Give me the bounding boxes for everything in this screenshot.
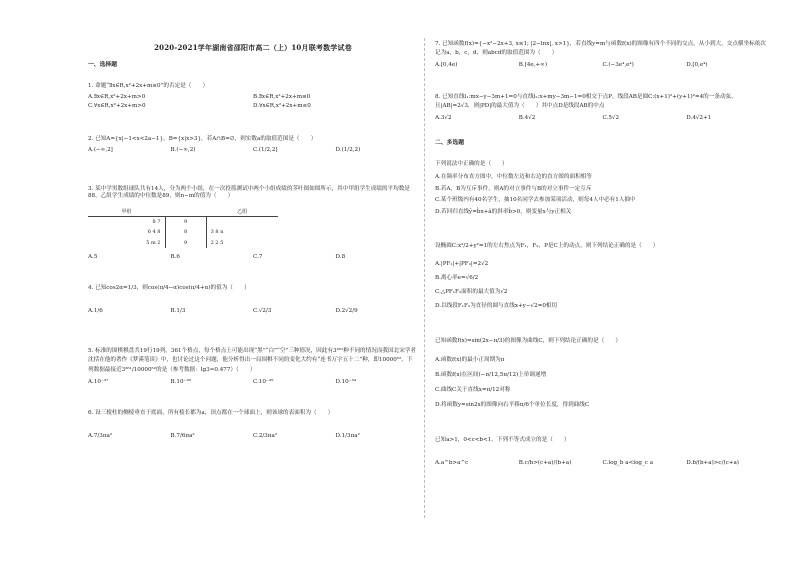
question-stem: 2. 已知A={x|−1<x<2a−1}，B={x|x>3}，若A∩B=∅，则实数a的取值范围是（ ） <box>88 135 317 142</box>
question-4 <box>88 285 418 315</box>
option-c: C.(−3e⁴,e⁴) <box>602 61 634 68</box>
left-column <box>88 40 418 444</box>
options <box>88 379 418 386</box>
options <box>435 62 770 69</box>
section-heading: 一、选择题 <box>88 61 117 68</box>
option-b: B.∃x∈R,x²+2x+m≤0 <box>253 93 311 100</box>
question-10 <box>435 243 770 314</box>
right-column <box>435 40 770 471</box>
statement: C.△PF₁F₂面积的最大值为√2 <box>435 288 508 295</box>
section-heading: 二、多选题 <box>435 139 464 146</box>
column-divider <box>424 38 425 518</box>
option-b: B.[4e,+∞) <box>518 61 547 68</box>
stem-leaf-plot <box>88 208 278 248</box>
option-d: D.8 <box>335 253 346 260</box>
option-d: D.4√2+1 <box>686 114 712 121</box>
option-b: B.1/3 <box>170 307 186 314</box>
option-a: A.(−∞,2] <box>88 146 113 153</box>
question-stem: 设椭圆C:x²/2+y²=1的左右焦点为F₁，F₂，P是C上的动点，则下列结论正确的是（ ） <box>435 242 659 249</box>
option-b: B.7/6πa² <box>170 433 195 440</box>
statement: B.函数f(x)在区间(−π/12,5π/12)上单调递增 <box>435 371 547 378</box>
question-stem: 3. 某中学男数组球队共有14人，分为两个小组，在一次投篮测试中两个小组成绩的茎叶图如图所示，其中甲组学生成绩的平均数是88，乙组学生成绩的中位数是89，则n−m的值为（ ） <box>88 185 410 199</box>
statements <box>435 172 770 219</box>
statement: A.|PF₁|+|PF₂|=2√2 <box>435 260 489 267</box>
statement: B.离心率e=√6/2 <box>435 274 479 281</box>
options <box>88 147 418 154</box>
option-d: D.10⁻³⁴ <box>335 379 357 386</box>
option-a: A.a^b>a^c <box>435 460 469 467</box>
statement: C.某个班级内有40名学生，抽10名同学去参加某项活动，则每4人中必有1人抽中 <box>435 197 636 204</box>
statement: A.函数f(x)的最小正周期为π <box>435 356 505 363</box>
option-b: B.(−∞,2) <box>170 146 196 153</box>
option-c: C.∀x∈R,x²+2x+m>0 <box>88 102 146 109</box>
statement: C.曲线C关于直线x=π/12对称 <box>435 386 511 393</box>
table-header <box>165 208 206 217</box>
question-stem: 5. 标准的围棋棋盘共19行19列，361个格点，每个格点上可能出现“黑”“白”“空”三种情况，因此有3³⁶¹种不同的情况而我国北宋学者沈括在他的著作《梦溪笔谈》中，也讨论过这个问题，他分析得出一局围棋不同的变化大约有“连书万字五十二”种，即10000⁵²，下列数据最接近3³⁶¹/10000⁵²的是（参考数据：lg3≈0.477）（ ） <box>88 347 416 373</box>
option-c: C.log_b a<log_c a <box>602 460 654 467</box>
option-d: D.∀x∈R,x²+2x+m≤0 <box>253 102 311 109</box>
question-stem: 8. 已知直线l₁:mx−y−3m+1=0与直线l₂:x+my−3m−1=0相交于点P，线段AB是圆C:(x+1)²+(y+1)²=4的一条动弦，且|AB|=2√3，则|PD|的最大值为（ ）其中点D是线段AB的中点 <box>435 93 737 109</box>
option-d: D.b/(b+a)>c/(c+a) <box>686 460 739 467</box>
question-7 <box>435 40 770 69</box>
question-stem: 7. 已知函数f(x)={−x²−2x+3, x≤1; |2−lnx|, x>1}，若直线y=m与函数f(x)的图像有四个不同的交点，从小到大，交点横坐标依次记为a，b，c，d，则abcd的取值范围为（ ） <box>435 41 766 56</box>
option-a: A.3√2 <box>435 114 452 121</box>
statement: D.将函数y=sin2x的图像向右平移π/6个单位长度，得到曲线C <box>435 402 590 409</box>
option-c: C.7 <box>253 253 263 260</box>
option-a: A.[0,4e) <box>435 61 458 68</box>
statements <box>435 353 770 413</box>
option-c: C.(1/2,2] <box>253 146 278 153</box>
option-d: D.[0,e⁴) <box>686 61 708 68</box>
statements <box>435 258 770 314</box>
option-d: D.1/3πa² <box>335 433 360 440</box>
table-row: 5 m 2 9 2 2 5 <box>88 238 278 248</box>
table-row: 8 7 9 <box>88 217 278 228</box>
option-a: A.1/6 <box>88 307 103 314</box>
option-a: A.∃x∈R,x²+2x+m>0 <box>88 93 146 100</box>
question-1 <box>88 83 418 112</box>
question-2 <box>88 136 418 154</box>
options <box>88 94 418 112</box>
question-stem: 4. 已知cos2α=1/3，则cos(π/4−α)cos(π/4+α)的值为（ ） <box>88 284 250 291</box>
question-8 <box>435 93 770 122</box>
question-9 <box>435 161 770 219</box>
options <box>88 433 418 440</box>
options <box>88 308 418 315</box>
question-12 <box>435 437 770 467</box>
options <box>435 115 770 122</box>
question-5 <box>88 347 418 386</box>
statement: A.在频率分布直方图中，中位数左边和右边的直方图的面积相等 <box>435 173 592 180</box>
options <box>435 460 770 467</box>
option-a: A.10⁻³⁷ <box>88 379 109 386</box>
option-d: D.(1/2,2) <box>335 146 361 153</box>
table-header: 乙组 <box>206 208 278 217</box>
question-stem: 已知a>1，0<c<b<1，下列不等式成立的是（ ） <box>435 437 570 444</box>
question-stem: 下列说法中正确的是（ ） <box>435 160 508 167</box>
question-stem: 6. 设三棱柱的侧棱垂直于底面，所有棱长都为a，顶点都在一个球面上，则该球的表面积为（ ） <box>88 410 334 417</box>
option-b: B.c/b>(c+a)/(b+a) <box>518 460 572 467</box>
option-c: C.2/3πa² <box>253 433 278 440</box>
question-6 <box>88 410 418 440</box>
option-a: A.7/3πa² <box>88 433 113 440</box>
option-c: C.√2/3 <box>253 307 272 314</box>
option-b: B.6 <box>170 253 180 260</box>
statement: B.若A，B为互斥事件，则A的对立事件与B的对立事件一定互斥 <box>435 185 592 192</box>
option-a: A.5 <box>88 253 98 260</box>
table-row: 6 4 8 8 3 8 n <box>88 227 278 237</box>
option-c: C.10⁻³⁵ <box>253 379 274 386</box>
question-stem: 已知函数f(x)=sin(2x−π/3)的图像为曲线C，则下列结论正确的是（ ） <box>435 337 621 344</box>
question-stem: 1. 命题“∃x∈R,x²+2x+m≤0”的否定是（ ） <box>88 82 209 89</box>
option-c: C.5√2 <box>602 114 620 121</box>
option-d: D.2√2/9 <box>335 307 358 314</box>
question-11 <box>435 338 770 413</box>
table-header: 甲组 <box>88 208 165 217</box>
option-b: B.4√2 <box>518 114 536 121</box>
options <box>88 254 418 261</box>
exam-title: 2020-2021学年湖南省邵阳市高二（上）10月联考数学试卷 <box>154 43 352 52</box>
option-b: B.10⁻³⁶ <box>170 379 191 386</box>
statement: D.以线段F₁F₂为直径的圆与直线x+y−√2=0相切 <box>435 302 558 309</box>
statement: D.若回归直线ŷ=b̂x+â的斜率b̂>0，则变量x与y正相关 <box>435 209 572 216</box>
question-3 <box>88 186 418 261</box>
